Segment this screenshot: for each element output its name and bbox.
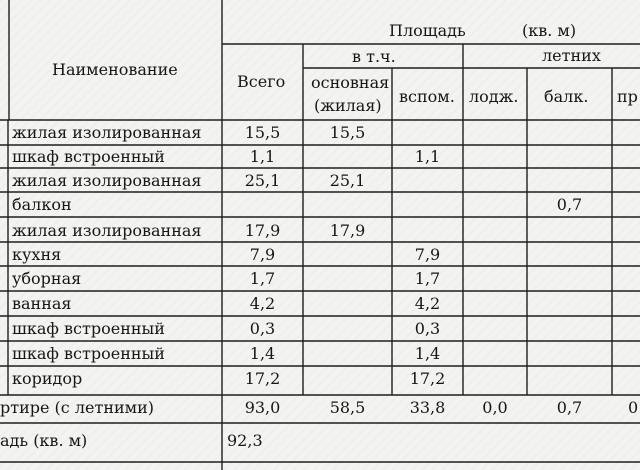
summary-loggia: 0,0 — [482, 398, 508, 417]
summary-aux: 33,8 — [409, 398, 446, 417]
row-name: шкаф встроенный — [12, 319, 165, 338]
summary-other: 0 — [628, 398, 639, 417]
header-summer: летних — [542, 46, 601, 65]
row-total: 0,3 — [249, 319, 276, 338]
row-name: кухня — [12, 245, 62, 264]
footer-label: адь (кв. м) — [0, 431, 88, 450]
header-aux: вспом. — [399, 87, 455, 106]
row-total: 4,2 — [249, 294, 276, 313]
row-name: жилая изолированная — [12, 123, 202, 142]
row-total: 1,1 — [249, 147, 276, 166]
row-aux: 4,2 — [414, 294, 441, 313]
summary-main: 58,5 — [329, 398, 366, 417]
summary-label: ртире (с летними) — [0, 398, 155, 417]
header-other: пр — [617, 87, 638, 106]
summary-balcony: 0,7 — [556, 398, 583, 417]
row-aux: 1,4 — [414, 344, 441, 363]
row-balcony: 0,7 — [556, 195, 583, 214]
header-name: Наименование — [52, 60, 178, 79]
footer-value: 92,3 — [227, 431, 263, 450]
row-main: 17,9 — [329, 221, 366, 240]
row-aux: 7,9 — [414, 245, 441, 264]
summary-total: 93,0 — [244, 398, 281, 417]
header-loggia: лодж. — [469, 87, 519, 106]
row-name: коридор — [12, 369, 83, 388]
header-main-line1: основная — [311, 73, 390, 92]
row-total: 15,5 — [244, 123, 281, 142]
row-total: 1,7 — [249, 269, 276, 288]
row-total: 25,1 — [244, 171, 281, 190]
header-total: Всего — [237, 72, 286, 91]
row-aux: 1,1 — [414, 147, 441, 166]
row-name: ванная — [12, 294, 72, 313]
header-area-unit: (кв. м) — [522, 21, 577, 40]
row-name: шкаф встроенный — [12, 344, 165, 363]
row-name: уборная — [12, 269, 82, 288]
row-aux: 0,3 — [414, 319, 441, 338]
row-name: шкаф встроенный — [12, 147, 165, 166]
row-total: 17,2 — [244, 369, 281, 388]
header-including: в т.ч. — [352, 47, 396, 66]
row-total: 7,9 — [249, 245, 276, 264]
row-main: 15,5 — [329, 123, 366, 142]
header-main-line2: (жилая) — [314, 96, 382, 115]
row-total: 17,9 — [244, 221, 281, 240]
header-balcony: балк. — [544, 87, 589, 106]
row-name: балкон — [12, 195, 72, 214]
row-name: жилая изолированная — [12, 171, 202, 190]
row-name: жилая изолированная — [12, 221, 202, 240]
row-aux: 1,7 — [414, 269, 441, 288]
row-aux: 17,2 — [409, 369, 446, 388]
row-main: 25,1 — [329, 171, 366, 190]
row-total: 1,4 — [249, 344, 276, 363]
header-area-title: Площадь — [389, 21, 466, 40]
